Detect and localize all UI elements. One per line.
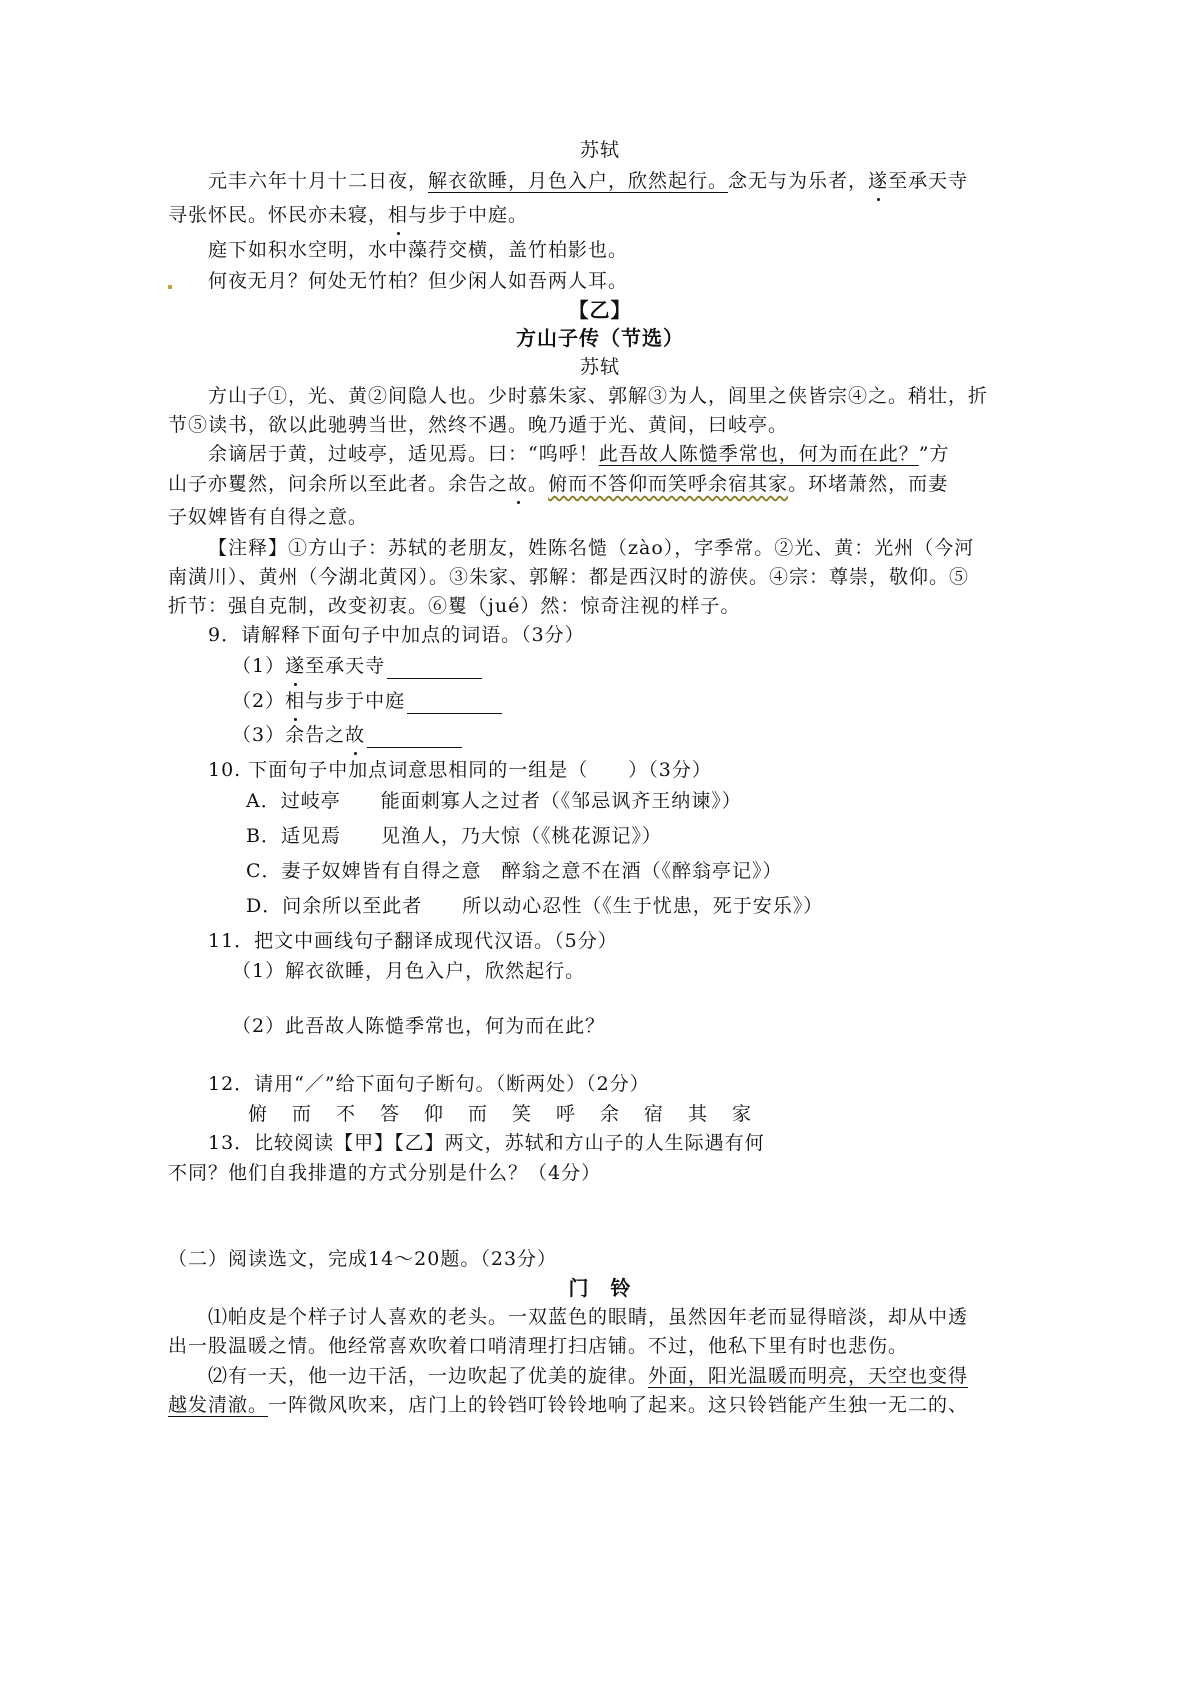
- section-2-title: 门 铃: [568, 1276, 632, 1300]
- underlined-sentence-c: 外面，阳光温暖而明亮，天空也变得: [648, 1365, 969, 1387]
- question-9-stem: 9．请解释下面句子中加点的词语。（3分）: [208, 624, 585, 646]
- poem-a-para-1-line-1: 元丰六年十月十二日夜，解衣欲睡，月色入户，欣然起行。念无与为乐者，遂至承天寺: [208, 170, 969, 192]
- sentence-char: 余: [599, 1103, 620, 1125]
- dotted-char: 故: [345, 724, 366, 746]
- question-11-item-2: （2）此吾故人陈慥季常也，何为而在此？: [232, 1015, 606, 1037]
- poem-b-line-4: 山子亦矍然，问余所以至此者。余告之故。俯而不答仰而笑呼余宿其家。环堵萧然，而妻: [168, 473, 949, 495]
- question-11-stem: 11．把文中画线句子翻译成现代汉语。（5分）: [208, 930, 618, 952]
- question-9-item-2: （2）相与步于中庭: [232, 688, 502, 714]
- underlined-sentence-c-cont: 越发清澈。: [168, 1394, 269, 1416]
- section-2-heading: （二）阅读选文，完成14～20题。（23分）: [168, 1248, 558, 1270]
- section-2-para-2-line-2: 越发清澈。一阵微风吹来，店门上的铃铛叮铃铃地响了起来。这只铃铛能产生独一无二的、: [168, 1394, 969, 1416]
- poem-b-line-3: 余谪居于黄，过岐亭，适见焉。曰：“呜呼！此吾故人陈慥季常也，何为而在此？”方: [208, 443, 950, 465]
- poem-b-label: 【乙】: [568, 298, 632, 322]
- sentence-char: 笑: [511, 1103, 532, 1125]
- dotted-char: 故: [508, 473, 529, 495]
- notes-line-2: 南潢川）、黄州（今湖北黄冈）。③朱家、郭解：都是西汉时的游侠。④宗：尊崇，敬仰。⑤: [168, 566, 970, 588]
- dotted-char: 遂: [285, 655, 306, 677]
- answer-blank[interactable]: [387, 658, 482, 679]
- question-13-line-2: 不同？他们自我排遣的方式分别是什么？（4分）: [168, 1162, 602, 1184]
- poem-a-para-2: 庭下如积水空明，水中藻荇交横，盖竹柏影也。: [208, 239, 629, 261]
- sentence-char: 俯: [247, 1103, 268, 1125]
- question-13-line-1: 13．比较阅读【甲】【乙】两文，苏轼和方山子的人生际遇有何: [208, 1132, 765, 1154]
- question-9-item-3: （3）余告之故: [232, 722, 462, 748]
- sentence-char: 而: [291, 1103, 312, 1125]
- question-10-option-d[interactable]: D．问余所以至此者 所以动心忍性（《生于忧患，死于安乐》）: [246, 895, 824, 917]
- question-10-option-c[interactable]: C．妻子奴婢皆有自得之意 醉翁之意不在酒（《醉翁亭记》）: [246, 860, 783, 882]
- section-2-para-2-line-1: ⑵有一天，他一边干活，一边吹起了优美的旋律。外面，阳光温暖而明亮，天空也变得: [208, 1365, 969, 1387]
- margin-marker: [168, 285, 172, 289]
- section-2-para-1-line-1: ⑴帕皮是个样子讨人喜欢的老头。一双蓝色的眼睛，虽然因年老而显得暗淡，却从中透: [208, 1306, 969, 1328]
- wavy-underlined-sentence: 俯而不答仰而笑呼余宿其家: [548, 473, 789, 495]
- sentence-char: 家: [731, 1103, 752, 1125]
- notes-line-1: 【注释】①方山子：苏轼的老朋友，姓陈名慥（zào），字季常。②光、黄：光州（今河: [208, 537, 975, 559]
- dotted-char: 相: [285, 690, 306, 712]
- poem-b-line-5: 子奴婢皆有自得之意。: [168, 506, 369, 528]
- poem-b-title: 方山子传（节选）: [516, 326, 684, 350]
- poem-a-para-3: 何夜无月？何处无竹柏？但少闲人如吾两人耳。: [208, 270, 629, 292]
- question-11-item-1: （1）解衣欲睡，月色入户，欣然起行。: [232, 960, 586, 982]
- question-10-option-b[interactable]: B．适见焉 见渔人，乃大惊（《桃花源记》）: [246, 825, 662, 847]
- poem-a-author: 苏轼: [579, 139, 620, 161]
- answer-blank[interactable]: [407, 693, 502, 714]
- sentence-char: 而: [467, 1103, 488, 1125]
- sentence-char: 宿: [643, 1103, 664, 1125]
- poem-a-para-1-line-2: 寻张怀民。怀民亦未寝，相与步于中庭。: [168, 204, 529, 226]
- sentence-char: 仰: [423, 1103, 444, 1125]
- poem-b-line-1: 方山子①，光、黄②间隐人也。少时慕朱家、郭解③为人，闾里之侠皆宗④之。稍壮，折: [208, 385, 989, 407]
- poem-b-line-2: 节⑤读书，欲以此驰骋当世，然终不遇。晚乃遁于光、黄间，曰岐亭。: [168, 414, 789, 436]
- underlined-sentence-b: 此吾故人陈慥季常也，何为而在此？: [598, 443, 919, 465]
- answer-blank[interactable]: [367, 727, 462, 748]
- question-12-stem: 12．请用“／”给下面句子断句。（断两处）（2分）: [208, 1073, 650, 1095]
- question-10-stem: 10. 下面句子中加点词意思相同的一组是（ ）（3分）: [208, 759, 712, 781]
- sentence-char: 呼: [555, 1103, 576, 1125]
- question-9-item-1: （1）遂至承天寺: [232, 653, 482, 679]
- sentence-char: 不: [335, 1103, 356, 1125]
- notes-line-3: 折节：强自克制，改变初衷。⑥矍（jué）然：惊奇注视的样子。: [168, 595, 741, 617]
- question-10-option-a[interactable]: A．过岐亭 能面刺寡人之过者（《邹忌讽齐王纳谏》）: [246, 790, 742, 812]
- poem-b-author: 苏轼: [579, 356, 620, 378]
- underlined-sentence-a: 解衣欲睡，月色入户，欣然起行。: [428, 170, 729, 192]
- dotted-char: 相: [388, 204, 409, 226]
- question-12-sentence[interactable]: [236, 1101, 764, 1127]
- sentence-char: 答: [379, 1103, 400, 1125]
- dotted-char: 遂: [868, 170, 889, 192]
- sentence-char: 其: [687, 1103, 708, 1125]
- section-2-para-1-line-2: 出一股温暖之情。他经常喜欢吹着口哨清理打扫店铺。不过，他私下里有时也悲伤。: [168, 1335, 909, 1357]
